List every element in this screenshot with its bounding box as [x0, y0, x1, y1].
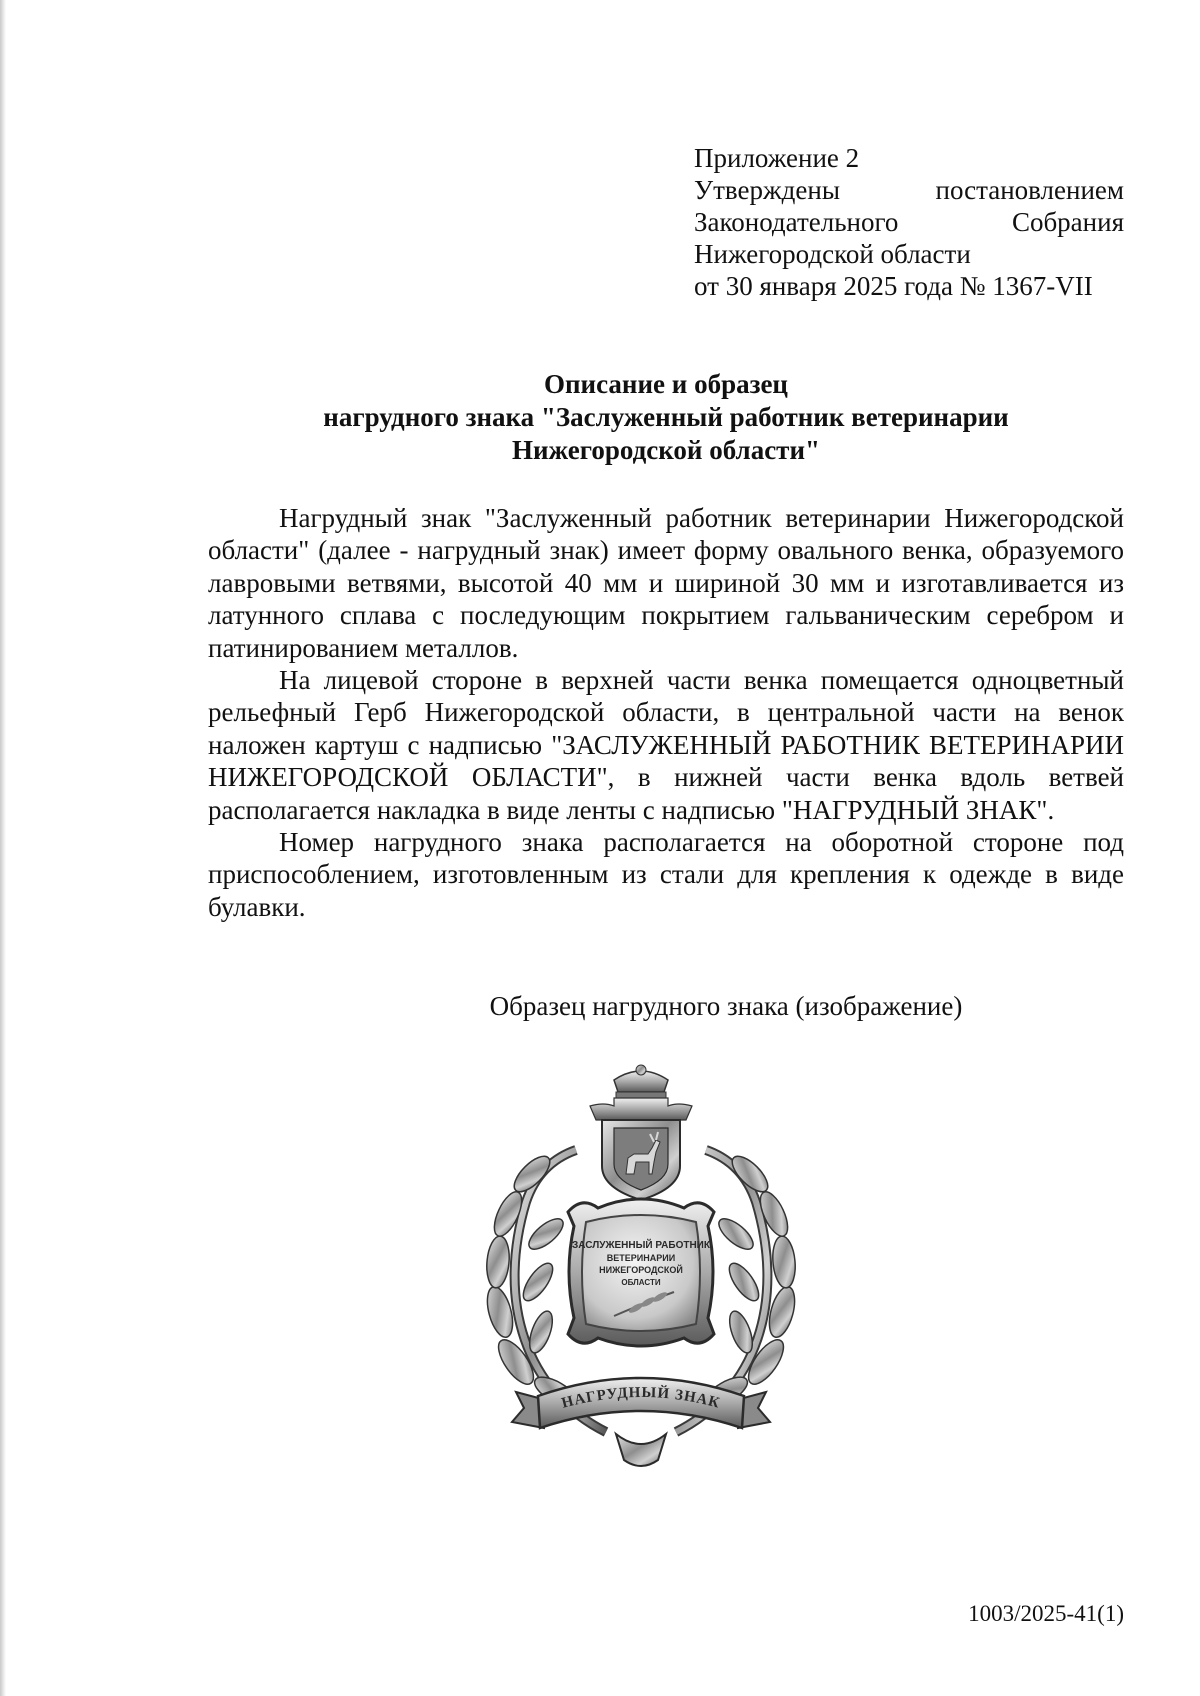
approval-line-region: Нижегородской области — [694, 239, 971, 269]
assembly-word: Собрания — [1011, 207, 1124, 237]
cartouche — [568, 1199, 714, 1346]
badge-caption: Образец нагрудного знака (изображение) — [489, 991, 963, 1021]
approval-block — [694, 142, 1124, 302]
approval-line-assembly — [694, 206, 1124, 238]
coat-of-arms — [590, 1065, 692, 1200]
paragraph-shape: Нагрудный знак "Заслуженный работник ветеринарии Нижегородской области" (далее - нагрудный знак) имеет форму овального венка, образуемого лавровыми ветвями, высотой 40 мм и шириной 30 мм и изготавливается из латунного сплава с последующим покрытием гальваническим серебром и патинированием металлов. — [208, 503, 1124, 663]
title-line-2: нагрудного знака "Заслуженный работник ветеринарии — [323, 402, 1009, 432]
ribbon-text-path: НАГРУДНЫЙ ЗНАК — [560, 1384, 722, 1412]
document-number: 1003/2025-41(1) — [968, 1601, 1124, 1626]
badge-image — [486, 1062, 796, 1476]
title-line-3: Нижегородской области" — [511, 435, 820, 465]
document-title — [208, 368, 1124, 467]
title-line-1: Описание и образец — [544, 369, 788, 399]
description-body — [208, 502, 1124, 923]
approval-line-date: от 30 января 2025 года № 1367-VII — [694, 271, 1093, 301]
cartouche-text-line-3: НИЖЕГОРОДСКОЙ — [599, 1265, 683, 1275]
cartouche-text-line-4: ОБЛАСТИ — [621, 1278, 661, 1287]
scan-edge-shadow — [0, 0, 6, 1696]
cartouche-text-line-2: ВЕТЕРИНАРИИ — [606, 1253, 676, 1263]
paragraph-back-side: Номер нагрудного знака располагается на оборотной стороне под приспособлением, изготовленным из стали для крепления к одежде в виде булавки. — [208, 827, 1124, 922]
appendix-number: Приложение 2 — [694, 143, 860, 173]
approved-word: Утверждены — [694, 175, 840, 205]
cartouche-text-line-1: ЗАСЛУЖЕННЫЙ РАБОТНИК — [572, 1240, 710, 1251]
ribbon — [512, 1378, 770, 1466]
resolution-word: постановлением — [935, 175, 1124, 205]
approval-line-approved — [694, 174, 1124, 206]
legislative-word: Законодательного — [694, 207, 899, 237]
paragraph-front-side: На лицевой стороне в верхней части венка помещается одноцветный рельефный Герб Нижегородской области, в центральной части на венок наложен картуш с надписью "ЗАСЛУЖЕННЫЙ РАБОТНИК ВЕТЕРИНАРИИ НИЖЕГОРОДСКОЙ ОБЛАСТИ", в нижней части венка вдоль ветвей располагается накладка в виде ленты с надписью "НАГРУДНЫЙ ЗНАК". — [208, 665, 1124, 825]
